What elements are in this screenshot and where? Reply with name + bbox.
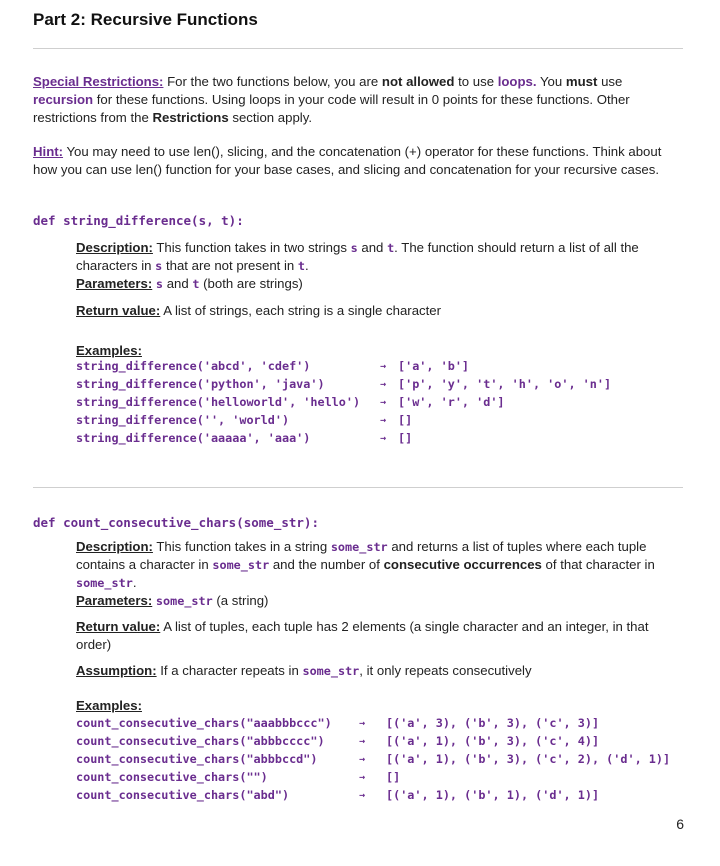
example-row bbox=[76, 734, 696, 752]
example-call: count_consecutive_chars("abbbcccc") bbox=[76, 734, 325, 748]
right-arrow-icon: → bbox=[359, 754, 366, 765]
example-call: count_consecutive_chars("abd") bbox=[76, 788, 290, 802]
example-result: ['a', 'b'] bbox=[398, 359, 470, 373]
example-result: [] bbox=[398, 431, 413, 445]
example-call: count_consecutive_chars("abbbccd") bbox=[76, 752, 318, 766]
f1-parameters: Parameters: s and t (both are strings) bbox=[76, 276, 303, 291]
page-number: 6 bbox=[676, 816, 684, 832]
function-signature-count-consecutive-chars: def count_consecutive_chars(some_str): bbox=[33, 515, 319, 530]
example-result: ['w', 'r', 'd'] bbox=[398, 395, 505, 409]
example-row bbox=[76, 752, 696, 770]
example-row bbox=[76, 377, 696, 395]
divider bbox=[33, 48, 683, 49]
f2-examples-label: Examples: bbox=[76, 698, 142, 713]
f2-parameters: Parameters: some_str (a string) bbox=[76, 593, 269, 608]
example-call: string_difference('helloworld', 'hello') bbox=[76, 395, 361, 409]
example-call: count_consecutive_chars("") bbox=[76, 770, 268, 784]
f1-return-value: Return value: A list of strings, each string is a single character bbox=[76, 303, 442, 318]
hint: Hint: You may need to use len(), slicing, and the concatenation (+) operator for these functions. Think about how you can use len() function for your base cases, and slicing and concatenation for your recursive cases. bbox=[33, 144, 662, 177]
special-restrictions: Special Restrictions: For the two functions below, you are not allowed to use loops. You must use recursion for these functions. Using loops in your code will result in 0 points for these functions. Other restrictions from the Restrictions section apply. bbox=[33, 74, 630, 125]
example-row bbox=[76, 770, 696, 788]
right-arrow-icon: → bbox=[380, 397, 387, 408]
right-arrow-icon: → bbox=[380, 379, 387, 390]
example-result: [] bbox=[386, 770, 401, 784]
example-row bbox=[76, 788, 696, 806]
function-signature-string-difference: def string_difference(s, t): bbox=[33, 213, 244, 228]
example-row bbox=[76, 359, 696, 377]
page-title: Part 2: Recursive Functions bbox=[33, 10, 258, 29]
right-arrow-icon: → bbox=[359, 772, 366, 783]
f2-assumption: Assumption: If a character repeats in some_str, it only repeats consecutively bbox=[76, 663, 532, 678]
example-call: string_difference('python', 'java') bbox=[76, 377, 325, 391]
example-result: [('a', 1), ('b', 1), ('d', 1)] bbox=[386, 788, 600, 802]
right-arrow-icon: → bbox=[380, 433, 387, 444]
right-arrow-icon: → bbox=[380, 415, 387, 426]
example-result: [('a', 3), ('b', 3), ('c', 3)] bbox=[386, 716, 600, 730]
example-row bbox=[76, 431, 696, 449]
example-result: ['p', 'y', 't', 'h', 'o', 'n'] bbox=[398, 377, 612, 391]
f2-return-value: Return value: A list of tuples, each tuple has 2 elements (a single character and an integer, in that order) bbox=[76, 619, 649, 652]
f1-description: Description: This function takes in two strings s and t. The function should return a list of all the characters in s that are not present in t. bbox=[76, 240, 639, 273]
example-row bbox=[76, 716, 696, 734]
right-arrow-icon: → bbox=[359, 790, 366, 801]
example-result: [] bbox=[398, 413, 413, 427]
example-call: string_difference('abcd', 'cdef') bbox=[76, 359, 311, 373]
example-row bbox=[76, 395, 696, 413]
example-result: [('a', 1), ('b', 3), ('c', 4)] bbox=[386, 734, 600, 748]
example-call: string_difference('aaaaa', 'aaa') bbox=[76, 431, 311, 445]
example-row bbox=[76, 413, 696, 431]
special-restrictions-label: Special Restrictions: bbox=[33, 74, 164, 89]
right-arrow-icon: → bbox=[380, 361, 387, 372]
hint-label: Hint: bbox=[33, 144, 64, 159]
right-arrow-icon: → bbox=[359, 718, 366, 729]
example-result: [('a', 1), ('b', 3), ('c', 2), ('d', 1)] bbox=[386, 752, 671, 766]
example-call: count_consecutive_chars("aaabbbccc") bbox=[76, 716, 332, 730]
right-arrow-icon: → bbox=[359, 736, 366, 747]
divider bbox=[33, 487, 683, 488]
f1-examples-label: Examples: bbox=[76, 343, 142, 358]
example-call: string_difference('', 'world') bbox=[76, 413, 290, 427]
f2-description: Description: This function takes in a string some_str and returns a list of tuples where each tuple contains a character in some_str and the number of consecutive occurrences of that character in some_str. bbox=[76, 539, 655, 590]
